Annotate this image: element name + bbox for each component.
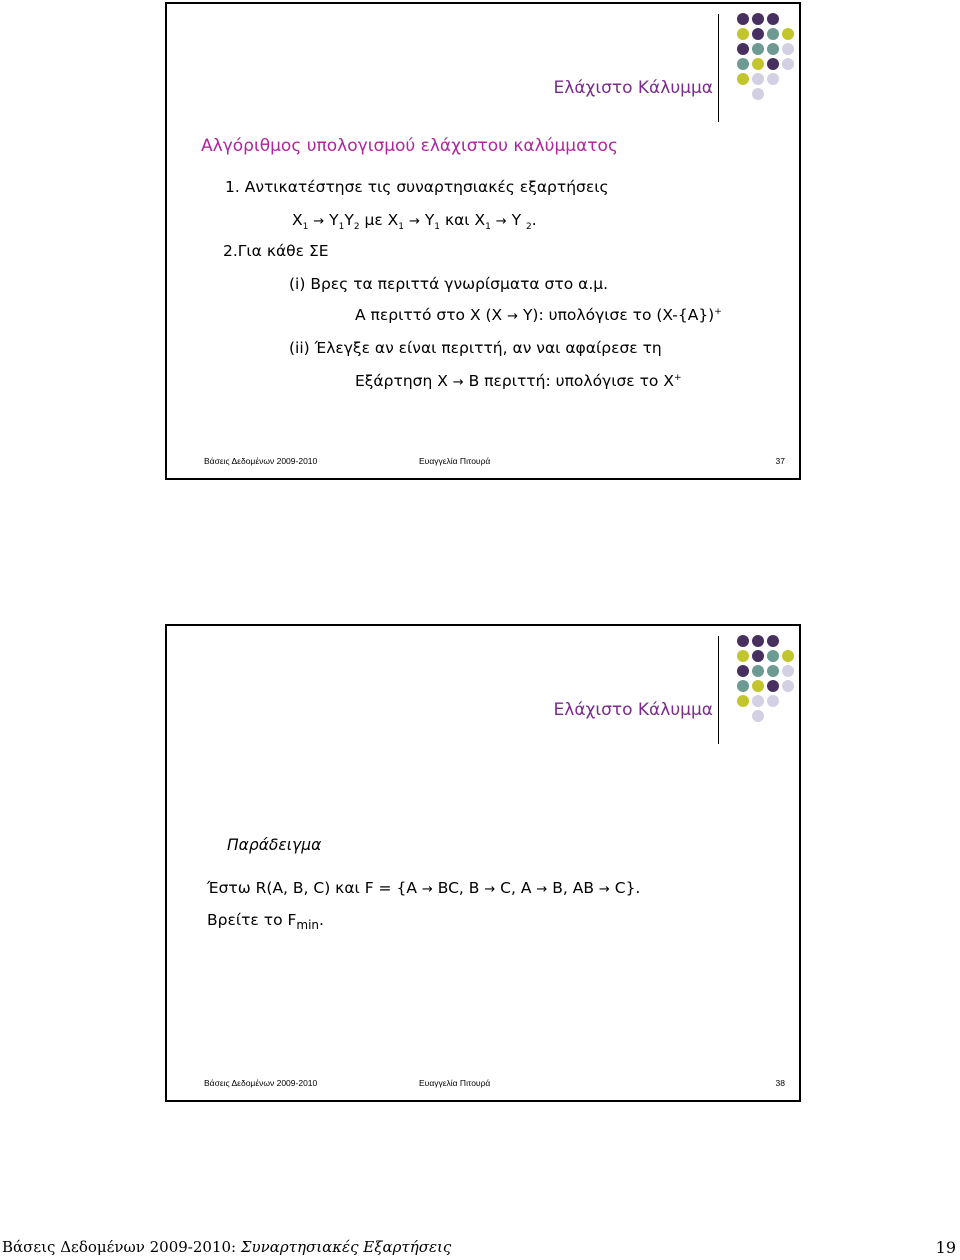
example-relation: Έστω R(A, B, C) και F = {A → BC, B → C, A → B, AB → C}. bbox=[207, 879, 641, 897]
decorative-dot bbox=[782, 680, 794, 692]
decorative-dot bbox=[752, 28, 764, 40]
step-1-formula: $X_1 \to Y_1Y_2$ με $X_1 \to Y_1$ και $X_1 \to Y$ $_2$. bbox=[292, 211, 537, 233]
decorative-dot bbox=[782, 650, 794, 662]
decorative-dot bbox=[767, 665, 779, 677]
decorative-dot bbox=[737, 73, 749, 85]
step-2i-detail: A περιττό στο X (X → Y): υπολόγισε το (X-{A})+ bbox=[355, 306, 722, 324]
step-2-text: 2.Για κάθε ΣΕ bbox=[223, 242, 329, 260]
decorative-dot bbox=[767, 28, 779, 40]
decorative-dot bbox=[767, 43, 779, 55]
decorative-dot bbox=[737, 635, 749, 647]
decorative-dot bbox=[737, 28, 749, 40]
divider-line bbox=[718, 14, 719, 122]
decorative-dot bbox=[752, 58, 764, 70]
slide-title: Ελάχιστο Κάλυμμα bbox=[553, 700, 713, 720]
decorative-dot bbox=[767, 73, 779, 85]
decorative-dot bbox=[752, 650, 764, 662]
page-number: 19 bbox=[935, 1238, 956, 1257]
footer-slide-number: 37 bbox=[775, 456, 785, 466]
decorative-dot bbox=[782, 665, 794, 677]
decorative-dot bbox=[737, 650, 749, 662]
footer-author: Ευαγγελία Πιτουρά bbox=[419, 456, 491, 466]
divider-line bbox=[718, 636, 719, 744]
decorative-dot bbox=[752, 635, 764, 647]
decorative-dot bbox=[782, 28, 794, 40]
decorative-dot bbox=[767, 695, 779, 707]
decorative-dot bbox=[782, 58, 794, 70]
decorative-dot bbox=[752, 13, 764, 25]
algorithm-heading: Αλγόριθμος υπολογισμού ελάχιστου καλύμματος bbox=[201, 136, 618, 156]
footer-course: Βάσεις Δεδομένων 2009-2010 bbox=[204, 1078, 318, 1088]
decorative-dot-grid bbox=[734, 12, 804, 112]
footer-author: Ευαγγελία Πιτουρά bbox=[419, 1078, 491, 1088]
decorative-dot bbox=[752, 680, 764, 692]
decorative-dot bbox=[737, 43, 749, 55]
decorative-dot bbox=[752, 695, 764, 707]
step-2ii-detail: Εξάρτηση X → B περιττή: υπολόγισε το X+ bbox=[355, 372, 682, 390]
slide-title: Ελάχιστο Κάλυμμα bbox=[553, 78, 713, 98]
step-2ii-text: (ii) Έλεγξε αν είναι περιττή, αν ναι αφαίρεσε τη bbox=[289, 339, 662, 357]
decorative-dot bbox=[767, 58, 779, 70]
decorative-dot bbox=[737, 13, 749, 25]
example-question: Βρείτε το $F_{min}$. bbox=[207, 911, 324, 933]
decorative-dot bbox=[752, 710, 764, 722]
slide-37 bbox=[165, 2, 801, 480]
decorative-dot bbox=[752, 665, 764, 677]
decorative-dot bbox=[767, 680, 779, 692]
example-label: Παράδειγμα bbox=[227, 836, 322, 854]
decorative-dot bbox=[752, 88, 764, 100]
decorative-dot bbox=[737, 680, 749, 692]
decorative-dot bbox=[752, 73, 764, 85]
decorative-dot bbox=[737, 665, 749, 677]
decorative-dot bbox=[752, 43, 764, 55]
decorative-dot-grid bbox=[734, 634, 804, 734]
footer-course: Βάσεις Δεδομένων 2009-2010 bbox=[204, 456, 318, 466]
step-2i-text: (i) Βρες τα περιττά γνωρίσματα στο α.μ. bbox=[289, 275, 609, 293]
decorative-dot bbox=[737, 695, 749, 707]
slide-38 bbox=[165, 624, 801, 1102]
decorative-dot bbox=[767, 635, 779, 647]
decorative-dot bbox=[737, 58, 749, 70]
decorative-dot bbox=[767, 13, 779, 25]
page-footer-text: Βάσεις Δεδομένων 2009-2010: Συναρτησιακές Εξαρτήσεις bbox=[2, 1238, 452, 1256]
decorative-dot bbox=[767, 650, 779, 662]
step-1-text: 1. Αντικατέστησε τις συναρτησιακές εξαρτήσεις bbox=[225, 178, 609, 196]
decorative-dot bbox=[782, 43, 794, 55]
footer-slide-number: 38 bbox=[775, 1078, 785, 1088]
